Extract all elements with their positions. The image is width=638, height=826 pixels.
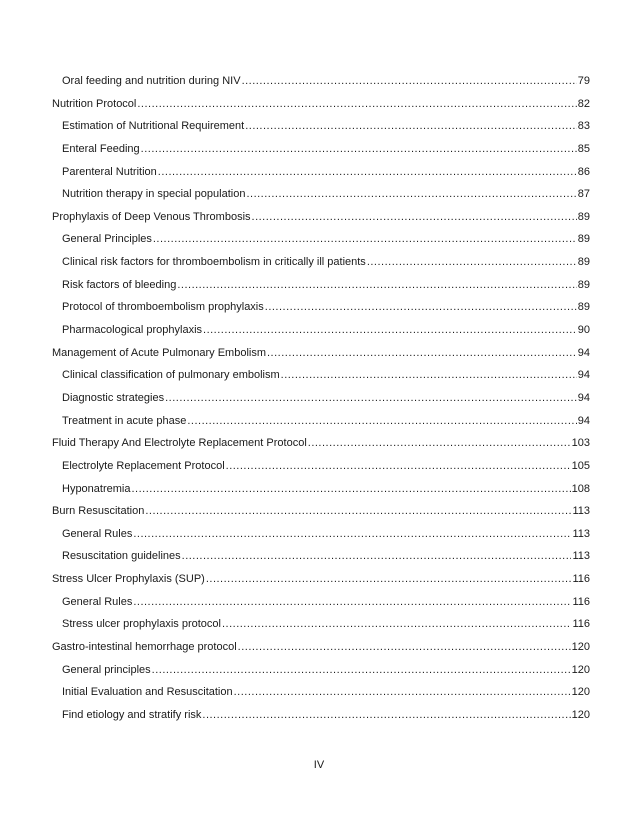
dot-leader	[226, 455, 571, 478]
toc-entry-title: Electrolyte Replacement Protocol	[62, 459, 225, 472]
toc-entry-page-number: 120	[571, 686, 590, 699]
dot-leader	[131, 478, 570, 501]
dot-leader	[153, 228, 577, 251]
toc-entry[interactable]	[52, 478, 590, 501]
dot-leader	[152, 659, 571, 682]
toc-entry-title: Risk factors of bleeding	[62, 278, 177, 291]
toc-entry-title: Nutrition therapy in special population	[62, 188, 246, 201]
toc-entry-title: Clinical risk factors for thromboembolism in critically ill patients	[62, 256, 366, 269]
toc-entry[interactable]	[52, 613, 590, 636]
toc-entry-title: Initial Evaluation and Resuscitation	[62, 686, 233, 699]
dot-leader	[265, 296, 577, 319]
dot-leader	[222, 613, 571, 636]
dot-leader	[246, 183, 576, 206]
toc-entry[interactable]	[52, 659, 590, 682]
toc-entry-page-number: 94	[577, 414, 590, 427]
dot-leader	[238, 636, 571, 659]
toc-entry[interactable]	[52, 70, 590, 93]
toc-entry-page-number: 108	[571, 482, 590, 495]
dot-leader	[133, 523, 571, 546]
toc-entry-title: Fluid Therapy And Electrolyte Replacement Protocol	[52, 437, 307, 450]
dot-leader	[206, 568, 572, 591]
toc-entry[interactable]	[52, 228, 590, 251]
dot-leader	[234, 681, 571, 704]
toc-entry-title: Diagnostic strategies	[62, 391, 165, 404]
toc-entry[interactable]	[52, 523, 590, 546]
dot-leader	[165, 387, 577, 410]
table-of-contents	[52, 70, 590, 727]
dot-leader	[252, 206, 577, 229]
dot-leader	[158, 161, 577, 184]
toc-entry[interactable]	[52, 387, 590, 410]
dot-leader	[281, 364, 577, 387]
toc-entry-title: Gastro-intestinal hemorrhage protocol	[52, 641, 237, 654]
toc-entry[interactable]	[52, 206, 590, 229]
toc-entry-page-number: 105	[571, 459, 590, 472]
toc-entry-page-number: 120	[571, 641, 590, 654]
toc-entry-title: Protocol of thromboembolism prophylaxis	[62, 301, 264, 314]
dot-leader	[137, 93, 576, 116]
toc-entry-title: General Rules	[62, 595, 133, 608]
dot-leader	[141, 138, 577, 161]
toc-entry-title: General Principles	[62, 233, 152, 246]
dot-leader	[177, 274, 576, 297]
toc-entry[interactable]	[52, 432, 590, 455]
toc-entry-title: Find etiology and stratify risk	[62, 708, 202, 721]
toc-entry-title: Management of Acute Pulmonary Embolism	[52, 346, 266, 359]
toc-entry[interactable]	[52, 161, 590, 184]
toc-entry-title: Pharmacological prophylaxis	[62, 324, 203, 337]
toc-entry[interactable]	[52, 342, 590, 365]
toc-entry-page-number: 89	[577, 210, 590, 223]
dot-leader	[367, 251, 577, 274]
toc-entry[interactable]	[52, 274, 590, 297]
toc-entry-title: General principles	[62, 663, 151, 676]
toc-entry-title: Stress Ulcer Prophylaxis (SUP)	[52, 573, 205, 586]
toc-entry-page-number: 79	[577, 75, 590, 87]
toc-entry[interactable]	[52, 636, 590, 659]
toc-entry-page-number: 87	[577, 188, 590, 201]
toc-entry[interactable]	[52, 93, 590, 116]
toc-entry[interactable]	[52, 568, 590, 591]
dot-leader	[203, 319, 577, 342]
toc-entry-page-number: 89	[577, 301, 590, 314]
toc-entry[interactable]	[52, 410, 590, 433]
toc-entry[interactable]	[52, 500, 590, 523]
toc-entry-page-number: 116	[572, 573, 590, 586]
page-number: IV	[313, 759, 325, 771]
toc-entry-page-number: 85	[577, 142, 590, 155]
dot-leader	[202, 704, 570, 727]
toc-entry-page-number: 94	[577, 346, 590, 359]
toc-entry-page-number: 89	[577, 278, 590, 291]
dot-leader	[182, 545, 572, 568]
dot-leader	[242, 70, 577, 93]
toc-entry-page-number: 113	[572, 550, 590, 563]
toc-entry-page-number: 90	[577, 324, 590, 337]
toc-entry[interactable]	[52, 296, 590, 319]
toc-entry-title: Nutrition Protocol	[52, 97, 137, 110]
dot-leader	[267, 342, 577, 365]
toc-entry-page-number: 83	[577, 120, 590, 133]
toc-entry-title: Parenteral Nutrition	[62, 165, 157, 178]
toc-entry[interactable]	[52, 319, 590, 342]
toc-entry-page-number: 94	[577, 391, 590, 404]
toc-entry[interactable]	[52, 591, 590, 614]
toc-entry-page-number: 86	[577, 165, 590, 178]
toc-entry-title: General Rules	[62, 527, 133, 540]
toc-entry-page-number: 82	[577, 97, 590, 110]
toc-entry[interactable]	[52, 545, 590, 568]
toc-entry-title: Treatment in acute phase	[62, 414, 187, 427]
dot-leader	[245, 115, 577, 138]
toc-entry-page-number: 103	[571, 437, 590, 450]
toc-entry[interactable]	[52, 138, 590, 161]
toc-entry[interactable]	[52, 681, 590, 704]
dot-leader	[133, 591, 571, 614]
toc-entry[interactable]	[52, 251, 590, 274]
toc-entry-page-number: 120	[571, 663, 590, 676]
toc-entry[interactable]	[52, 364, 590, 387]
toc-entry-title: Estimation of Nutritional Requirement	[62, 120, 245, 133]
toc-entry-title: Hyponatremia	[62, 482, 131, 495]
dot-leader	[145, 500, 571, 523]
toc-entry-page-number: 94	[577, 369, 590, 382]
toc-entry-title: Resuscitation guidelines	[62, 550, 181, 563]
toc-entry-title: Clinical classification of pulmonary embolism	[62, 369, 280, 382]
toc-entry-page-number: 113	[572, 527, 590, 540]
toc-entry[interactable]	[52, 704, 590, 727]
toc-entry[interactable]	[52, 455, 590, 478]
toc-entry-title: Burn Resuscitation	[52, 505, 145, 518]
toc-entry-page-number: 89	[577, 233, 590, 246]
toc-entry-title: Oral feeding and nutrition during NIV	[62, 75, 241, 87]
toc-entry-title: Enteral Feeding	[62, 142, 140, 155]
toc-entry-page-number: 120	[571, 708, 590, 721]
dot-leader	[187, 410, 576, 433]
toc-entry[interactable]	[52, 183, 590, 206]
toc-entry[interactable]	[52, 115, 590, 138]
toc-entry-page-number: 113	[572, 505, 590, 518]
toc-entry-title: Stress ulcer prophylaxis protocol	[62, 618, 221, 631]
toc-entry-title: Prophylaxis of Deep Venous Thrombosis	[52, 210, 251, 223]
toc-entry-page-number: 116	[572, 595, 590, 608]
dot-leader	[308, 432, 571, 455]
toc-entry-page-number: 89	[577, 256, 590, 269]
toc-entry-page-number: 116	[572, 618, 590, 631]
